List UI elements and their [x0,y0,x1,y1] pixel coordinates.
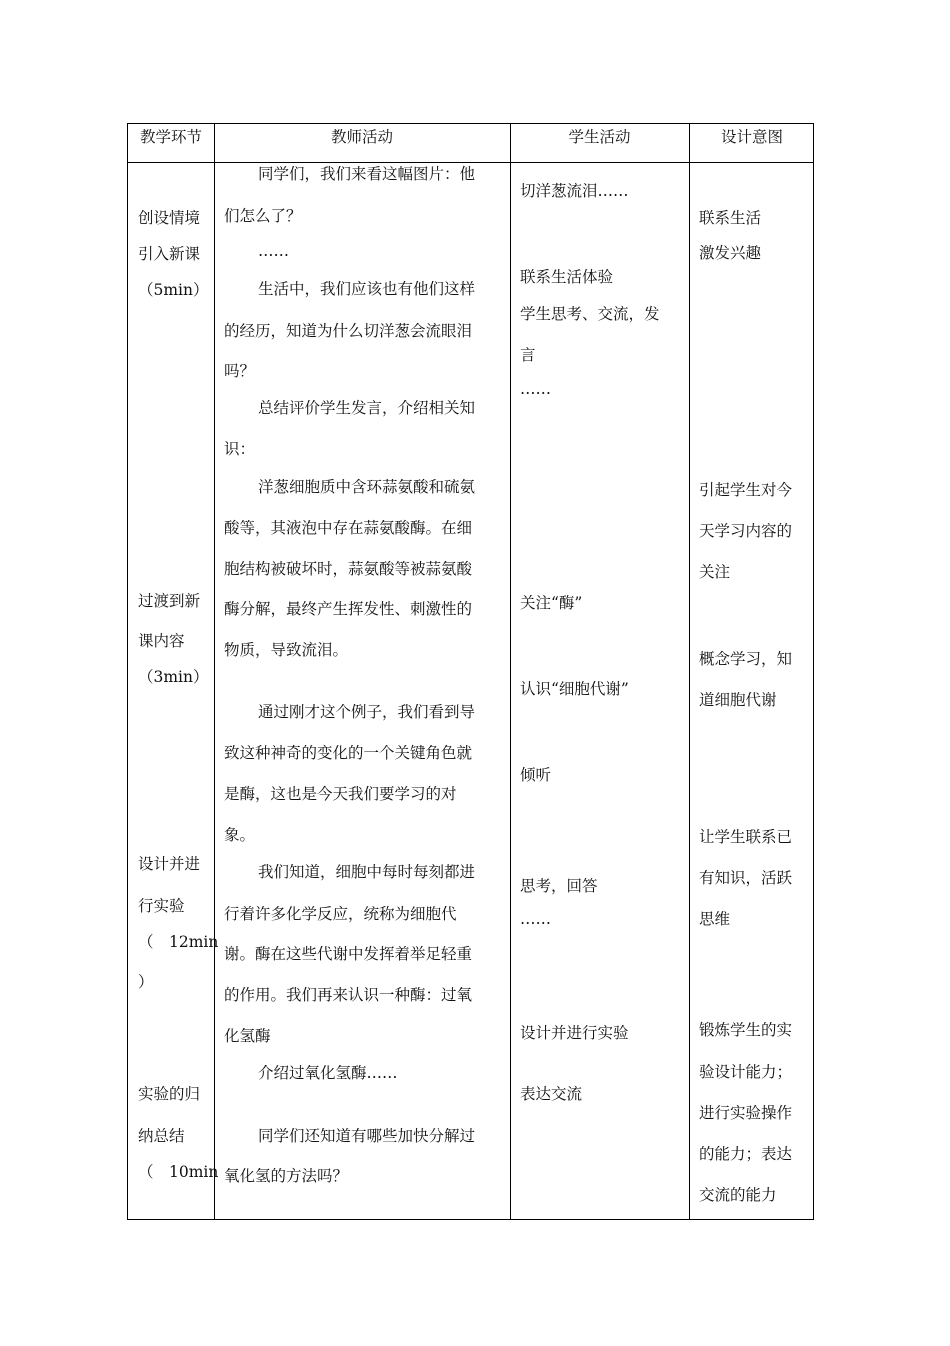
stage-text: 过渡到新 [138,592,201,610]
student-text: 思考，回答 [520,877,598,895]
teacher-text: 同学们还知道有哪些加快分解过 [258,1127,476,1145]
stage-text: 纳总结 [138,1127,185,1145]
teacher-text: 洋葱细胞质中含环蒜氨酸和硫氨 [258,478,476,496]
student-text: …… [520,380,551,398]
column-divider [689,124,690,1219]
teacher-text: 氧化氢的方法吗？ [224,1167,349,1185]
student-text: 联系生活体验 [520,268,614,286]
column-divider [214,124,215,1219]
intent-text: 天学习内容的 [699,522,793,540]
intent-text: 验设计能力； [699,1063,793,1081]
intent-text: 引起学生对今 [699,481,793,499]
teacher-text: 介绍过氧化氢酶…… [258,1064,398,1082]
stage-text: 课内容 [138,632,185,650]
stage-text: （5min） [138,281,209,299]
teacher-text: 的作用。我们再来认识一种酶：过氧 [224,986,473,1004]
intent-text: 概念学习，知 [699,650,793,668]
teacher-text: 我们知道，细胞中每时每刻都进 [258,863,476,881]
intent-text: 关注 [699,563,731,581]
teacher-text: 酸等，其液泡中存在蒜氨酸酶。在细 [224,519,473,537]
teacher-text: 酶分解，最终产生挥发性、刺激性的 [224,600,473,618]
teacher-text: 吗？ [224,362,256,380]
teacher-text: 的经历，知道为什么切洋葱会流眼泪 [224,322,473,340]
lesson-plan-table [127,123,814,1220]
teacher-text: 生活中，我们应该也有他们这样 [258,280,476,298]
teacher-text: 通过刚才这个例子，我们看到导 [258,703,476,721]
stage-text: 行实验 [138,897,185,915]
teacher-text: 识： [224,440,256,458]
teacher-text: …… [258,242,289,260]
intent-text: 激发兴趣 [699,244,762,262]
intent-text: 的能力；表达 [699,1145,793,1163]
stage-text: ） [138,973,154,991]
header-student-activity: 学生活动 [568,128,631,146]
stage-text: 实验的归 [138,1085,201,1103]
student-text: 认识“细胞代谢” [520,680,629,698]
student-text: 表达交流 [520,1085,583,1103]
stage-text: （ 10min [138,1163,219,1181]
teacher-text: 化氢酶 [224,1027,271,1045]
column-divider [510,124,511,1219]
stage-text: 引入新课 [138,245,201,263]
student-text: 关注“酶” [520,594,583,612]
stage-text: （ 12min [138,933,219,951]
student-text: 言 [520,346,536,364]
intent-text: 有知识，活跃 [699,869,793,887]
intent-text: 让学生联系已 [699,828,793,846]
teacher-text: 胞结构被破坏时，蒜氨酸等被蒜氨酸 [224,560,473,578]
teacher-text: 是酶，这也是今天我们要学习的对 [224,785,457,803]
teacher-text: 致这种神奇的变化的一个关键角色就 [224,744,473,762]
stage-text: 设计并进 [138,855,201,873]
teacher-text: 行着许多化学反应，统称为细胞代 [224,905,457,923]
stage-text: 创设情境 [138,209,201,227]
intent-text: 道细胞代谢 [699,691,777,709]
header-teaching-stage: 教学环节 [139,128,202,146]
teacher-text: 象。 [224,826,256,844]
student-text: …… [520,910,551,928]
student-text: 设计并进行实验 [520,1024,629,1042]
teacher-text: 谢。酶在这些代谢中发挥着举足轻重 [224,945,473,963]
intent-text: 思维 [699,910,731,928]
intent-text: 锻炼学生的实 [699,1021,793,1039]
teacher-text: 同学们，我们来看这幅图片：他 [258,165,476,183]
intent-text: 交流的能力 [699,1186,777,1204]
intent-text: 联系生活 [699,209,762,227]
header-design-intent: 设计意图 [720,128,783,146]
intent-text: 进行实验操作 [699,1104,793,1122]
student-text: 切洋葱流泪…… [520,182,629,200]
teacher-text: 总结评价学生发言，介绍相关知 [258,399,476,417]
student-text: 倾听 [520,766,552,784]
stage-text: （3min） [138,668,209,686]
teacher-text: 物质，导致流泪。 [224,641,349,659]
teacher-text: 们怎么了？ [224,207,302,225]
student-text: 学生思考、交流，发 [520,305,660,323]
header-teacher-activity: 教师活动 [330,128,393,146]
header-divider [128,162,813,163]
